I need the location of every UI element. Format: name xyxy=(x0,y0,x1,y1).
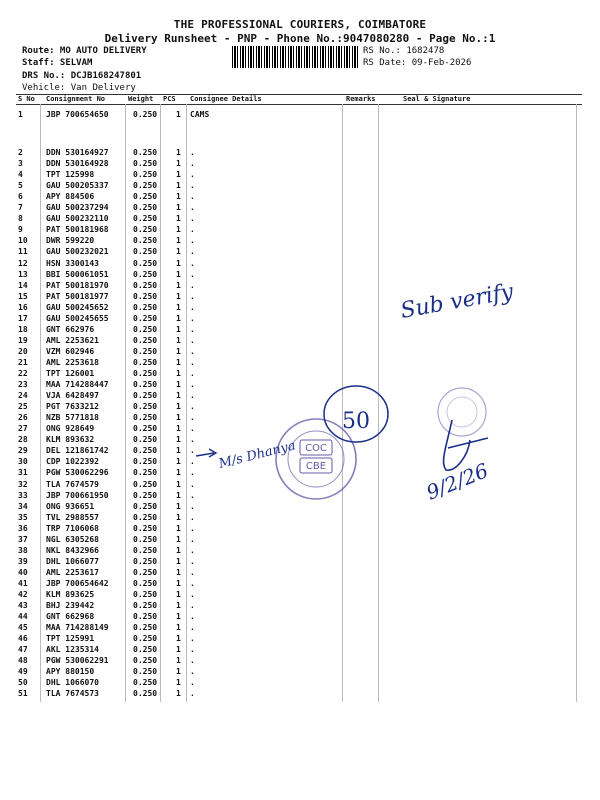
row-sno: 11 xyxy=(18,247,28,257)
row-sno: 49 xyxy=(18,667,28,677)
row-sno: 43 xyxy=(18,601,28,611)
row-weight: 0.250 xyxy=(133,291,158,301)
row-sno: 29 xyxy=(18,446,28,456)
row-pcs: 1 xyxy=(176,645,181,655)
row-consignment-no: GNT 662968 xyxy=(46,612,95,622)
row-pcs: 1 xyxy=(176,110,181,119)
row-weight: 0.250 xyxy=(133,402,158,412)
row-consignee: . xyxy=(190,612,195,622)
row-consignee: . xyxy=(190,501,195,511)
row-weight: 0.250 xyxy=(133,214,158,224)
row-weight: 0.250 xyxy=(133,225,158,235)
company-name: THE PROFESSIONAL COURIERS, COIMBATORE xyxy=(173,18,427,31)
row-sno: 1 xyxy=(18,110,23,119)
staff-label: Staff: SELVAM xyxy=(22,58,93,68)
row-weight: 0.250 xyxy=(133,335,158,345)
row-weight: 0.250 xyxy=(133,601,158,611)
row-pcs: 1 xyxy=(176,225,181,235)
row-consignee: . xyxy=(190,391,195,401)
row-consignment-no: AML 2253618 xyxy=(46,357,99,367)
row-consignee: . xyxy=(190,512,195,522)
row-pcs: 1 xyxy=(176,667,181,677)
row-weight: 0.250 xyxy=(133,357,158,367)
row-consignee: . xyxy=(190,181,195,191)
row-sno: 45 xyxy=(18,623,28,633)
row-consignee: . xyxy=(190,623,195,633)
row-consignment-no: GAU 500245655 xyxy=(46,313,109,323)
row-weight: 0.250 xyxy=(133,623,158,633)
row-consignment-no: APY 880150 xyxy=(46,667,95,677)
row-consignee: . xyxy=(190,247,195,257)
row-pcs: 1 xyxy=(176,490,181,500)
row-consignment-no: TLA 7674573 xyxy=(46,689,99,699)
row-consignee: . xyxy=(190,601,195,611)
row-weight: 0.250 xyxy=(133,523,158,533)
handwritten-count: 50 xyxy=(342,409,370,434)
row-consignment-no: DDN 530164927 xyxy=(46,148,109,157)
row-pcs: 1 xyxy=(176,324,181,334)
row-consignment-no: NGL 6305268 xyxy=(46,534,99,544)
row-consignee: . xyxy=(190,667,195,677)
row-weight: 0.250 xyxy=(133,380,158,390)
row-pcs: 1 xyxy=(176,435,181,445)
row-pcs: 1 xyxy=(176,523,181,533)
row-pcs: 1 xyxy=(176,313,181,323)
row-sno: 34 xyxy=(18,501,28,511)
row-consignee: . xyxy=(190,170,195,180)
row-weight: 0.250 xyxy=(133,612,158,622)
row-weight: 0.250 xyxy=(133,490,158,500)
row-consignee: . xyxy=(190,479,195,489)
row-consignee: . xyxy=(190,369,195,378)
row-consignee: . xyxy=(190,490,195,500)
row-pcs: 1 xyxy=(176,534,181,544)
row-consignee: . xyxy=(190,225,195,235)
row-weight: 0.250 xyxy=(133,534,158,544)
row-weight: 0.250 xyxy=(133,634,158,644)
row-weight: 0.250 xyxy=(133,159,158,169)
row-weight: 0.250 xyxy=(133,324,158,334)
row-weight: 0.250 xyxy=(133,110,158,119)
row-sno: 36 xyxy=(18,523,28,533)
row-weight: 0.250 xyxy=(133,578,158,588)
row-consignment-no: GNT 662976 xyxy=(46,324,95,334)
row-pcs: 1 xyxy=(176,269,181,279)
row-weight: 0.250 xyxy=(133,545,158,555)
row-sno: 40 xyxy=(18,567,28,577)
row-consignment-no: APY 884506 xyxy=(46,192,95,202)
row-consignee: . xyxy=(190,159,195,169)
row-pcs: 1 xyxy=(176,159,181,169)
col-consignment-header: Consignment No xyxy=(46,95,106,103)
row-consignee: . xyxy=(190,346,195,356)
row-sno: 2 xyxy=(18,148,23,157)
handwritten-sub-verify: Sub verify xyxy=(398,279,516,324)
row-consignee: . xyxy=(190,523,195,533)
row-sno: 30 xyxy=(18,457,28,467)
row-consignment-no: GAU 500232110 xyxy=(46,214,109,224)
row-consignment-no: AML 2253621 xyxy=(46,335,99,345)
row-sno: 8 xyxy=(18,214,23,224)
stamp-text-cbe: CBE xyxy=(305,461,327,472)
row-consignee: . xyxy=(190,148,195,157)
row-weight: 0.250 xyxy=(133,678,158,688)
row-weight: 0.250 xyxy=(133,148,158,157)
row-consignee: . xyxy=(190,534,195,544)
row-consignment-no: TPT 126001 xyxy=(46,369,95,378)
row-consignment-no: TLA 7674579 xyxy=(46,479,99,489)
row-pcs: 1 xyxy=(176,556,181,566)
row-consignee: . xyxy=(190,357,195,367)
row-consignment-no: JBP 700654642 xyxy=(46,578,109,588)
row-sno: 7 xyxy=(18,203,23,213)
row-sno: 16 xyxy=(18,302,28,312)
row-consignment-no: TPT 125998 xyxy=(46,170,95,180)
row-consignee: . xyxy=(190,567,195,577)
row-weight: 0.250 xyxy=(133,203,158,213)
signature-date: 9/2/26 xyxy=(422,458,492,505)
stamp-text-coc: COC xyxy=(305,443,327,454)
drs-number: DRS No.: DCJB168247801 xyxy=(22,71,142,81)
row-consignment-no: AML 2253617 xyxy=(46,567,99,577)
row-pcs: 1 xyxy=(176,578,181,588)
row-sno: 12 xyxy=(18,258,28,268)
row-sno: 28 xyxy=(18,435,28,445)
row-sno: 38 xyxy=(18,545,28,555)
row-pcs: 1 xyxy=(176,369,181,378)
rs-number: RS No.: 1682478 xyxy=(363,46,445,56)
row-consignee: . xyxy=(190,645,195,655)
row-sno: 39 xyxy=(18,556,28,566)
row-weight: 0.250 xyxy=(133,369,158,378)
row-consignee: . xyxy=(190,678,195,688)
row-weight: 0.250 xyxy=(133,413,158,423)
row-consignee: . xyxy=(190,258,195,268)
row-weight: 0.250 xyxy=(133,302,158,312)
row-consignee: . xyxy=(190,435,195,445)
row-pcs: 1 xyxy=(176,335,181,345)
row-weight: 0.250 xyxy=(133,446,158,456)
row-consignment-no: DHL 1066070 xyxy=(46,678,99,688)
row-pcs: 1 xyxy=(176,590,181,599)
row-consignment-no: AKL 1235314 xyxy=(46,645,99,655)
row-pcs: 1 xyxy=(176,203,181,213)
row-weight: 0.250 xyxy=(133,501,158,511)
row-consignment-no: JBP 700661950 xyxy=(46,490,109,500)
row-sno: 4 xyxy=(18,170,23,180)
row-weight: 0.250 xyxy=(133,645,158,655)
row-pcs: 1 xyxy=(176,689,181,699)
col-weight-header: Weight xyxy=(128,95,154,103)
row-pcs: 1 xyxy=(176,601,181,611)
row-consignment-no: GAU 500245652 xyxy=(46,302,109,312)
vehicle-label: Vehicle: Van Delivery xyxy=(22,83,136,93)
row-weight: 0.250 xyxy=(133,512,158,522)
runsheet-title: Delivery Runsheet - PNP - Phone No.:9047080280 - Page No.:1 xyxy=(104,32,496,45)
row-pcs: 1 xyxy=(176,214,181,224)
row-sno: 24 xyxy=(18,391,28,401)
row-consignee: . xyxy=(190,468,195,478)
row-consignment-no: DWR 599220 xyxy=(46,236,95,246)
row-consignee: . xyxy=(190,457,195,467)
row-pcs: 1 xyxy=(176,656,181,666)
row-sno: 13 xyxy=(18,269,28,279)
row-consignee: . xyxy=(190,590,195,599)
row-weight: 0.250 xyxy=(133,424,158,434)
row-consignee: . xyxy=(190,545,195,555)
row-weight: 0.250 xyxy=(133,236,158,246)
row-pcs: 1 xyxy=(176,236,181,246)
row-pcs: 1 xyxy=(176,446,181,456)
row-weight: 0.250 xyxy=(133,656,158,666)
row-sno: 20 xyxy=(18,346,28,356)
rs-date: RS Date: 09-Feb-2026 xyxy=(363,58,472,68)
row-consignee: . xyxy=(190,556,195,566)
row-weight: 0.250 xyxy=(133,567,158,577)
col-pcs-header: PCS xyxy=(163,95,176,103)
row-consignee: . xyxy=(190,413,195,423)
row-consignment-no: PAT 500181968 xyxy=(46,225,109,235)
col-seal-header: Seal & Signature xyxy=(403,95,471,103)
row-consignee: . xyxy=(190,689,195,699)
row-weight: 0.250 xyxy=(133,468,158,478)
row-consignment-no: KLM 893632 xyxy=(46,435,95,445)
row-weight: 0.250 xyxy=(133,192,158,202)
row-consignment-no: PGT 7633212 xyxy=(46,402,99,412)
row-consignment-no: NKL 8432966 xyxy=(46,545,99,555)
row-sno: 44 xyxy=(18,612,28,622)
row-weight: 0.250 xyxy=(133,269,158,279)
row-sno: 21 xyxy=(18,357,28,367)
row-consignment-no: VJA 6428497 xyxy=(46,391,99,401)
row-pcs: 1 xyxy=(176,192,181,202)
row-consignment-no: VZM 602946 xyxy=(46,346,95,356)
row-consignment-no: ONG 936651 xyxy=(46,501,95,511)
row-consignment-no: JBP 700654650 xyxy=(46,110,109,119)
row-sno: 31 xyxy=(18,468,28,478)
row-pcs: 1 xyxy=(176,512,181,522)
row-consignee: . xyxy=(190,192,195,202)
row-pcs: 1 xyxy=(176,357,181,367)
row-consignee: . xyxy=(190,335,195,345)
row-pcs: 1 xyxy=(176,181,181,191)
row-pcs: 1 xyxy=(176,413,181,423)
row-sno: 15 xyxy=(18,291,28,301)
row-pcs: 1 xyxy=(176,479,181,489)
row-pcs: 1 xyxy=(176,402,181,412)
row-weight: 0.250 xyxy=(133,667,158,677)
row-consignment-no: DEL 121861742 xyxy=(46,446,109,456)
row-consignee: . xyxy=(190,446,195,456)
row-consignment-no: HSN 3300143 xyxy=(46,258,99,268)
row-sno: 5 xyxy=(18,181,23,191)
row-consignee: . xyxy=(190,269,195,279)
row-consignee: . xyxy=(190,656,195,666)
row-weight: 0.250 xyxy=(133,479,158,489)
row-weight: 0.250 xyxy=(133,590,158,599)
row-sno: 26 xyxy=(18,413,28,423)
row-consignment-no: TRP 7106068 xyxy=(46,523,99,533)
row-pcs: 1 xyxy=(176,545,181,555)
row-consignment-no: PAT 500181977 xyxy=(46,291,109,301)
row-pcs: 1 xyxy=(176,346,181,356)
row-weight: 0.250 xyxy=(133,313,158,323)
row-consignee: . xyxy=(190,380,195,390)
arrow-mark xyxy=(196,449,216,457)
col-consignee-header: Consignee Details xyxy=(190,95,262,103)
row-consignment-no: CDP 1022392 xyxy=(46,457,99,467)
handwritten-remark: M/s Dhanya xyxy=(217,438,298,472)
row-sno: 19 xyxy=(18,335,28,345)
row-consignment-no: PGW 530062296 xyxy=(46,468,109,478)
row-sno: 33 xyxy=(18,490,28,500)
row-consignment-no: MAA 714288447 xyxy=(46,380,109,390)
row-weight: 0.250 xyxy=(133,170,158,180)
row-sno: 10 xyxy=(18,236,28,246)
row-consignment-no: PGW 530062291 xyxy=(46,656,109,666)
row-consignee: . xyxy=(190,214,195,224)
row-consignee: . xyxy=(190,291,195,301)
row-pcs: 1 xyxy=(176,170,181,180)
row-sno: 23 xyxy=(18,380,28,390)
row-weight: 0.250 xyxy=(133,689,158,699)
row-consignee: . xyxy=(190,402,195,412)
row-sno: 48 xyxy=(18,656,28,666)
row-consignment-no: BBI 500061051 xyxy=(46,269,109,279)
row-weight: 0.250 xyxy=(133,346,158,356)
row-weight: 0.250 xyxy=(133,258,158,268)
row-sno: 9 xyxy=(18,225,23,235)
row-pcs: 1 xyxy=(176,468,181,478)
row-consignment-no: GAU 500232021 xyxy=(46,247,109,257)
row-consignment-no: ONG 928649 xyxy=(46,424,95,434)
row-pcs: 1 xyxy=(176,634,181,644)
row-sno: 32 xyxy=(18,479,28,489)
row-consignment-no: KLM 893625 xyxy=(46,590,95,599)
row-pcs: 1 xyxy=(176,380,181,390)
row-sno: 25 xyxy=(18,402,28,412)
row-pcs: 1 xyxy=(176,291,181,301)
row-sno: 3 xyxy=(18,159,23,169)
row-consignee: . xyxy=(190,324,195,334)
row-pcs: 1 xyxy=(176,258,181,268)
row-sno: 51 xyxy=(18,689,28,699)
row-consignment-no: MAA 714288149 xyxy=(46,623,109,633)
row-pcs: 1 xyxy=(176,623,181,633)
row-pcs: 1 xyxy=(176,280,181,290)
row-sno: 17 xyxy=(18,313,28,323)
row-sno: 42 xyxy=(18,590,28,599)
row-weight: 0.250 xyxy=(133,280,158,290)
row-sno: 50 xyxy=(18,678,28,688)
row-sno: 41 xyxy=(18,578,28,588)
row-pcs: 1 xyxy=(176,501,181,511)
row-sno: 35 xyxy=(18,512,28,522)
row-consignee: . xyxy=(190,236,195,246)
col-remarks-header: Remarks xyxy=(346,95,376,103)
row-consignment-no: DHL 1066077 xyxy=(46,556,99,566)
row-consignment-no: GAU 500205337 xyxy=(46,181,109,191)
row-sno: 6 xyxy=(18,192,23,202)
row-consignee: . xyxy=(190,634,195,644)
row-weight: 0.250 xyxy=(133,247,158,257)
row-sno: 27 xyxy=(18,424,28,434)
row-sno: 37 xyxy=(18,534,28,544)
row-weight: 0.250 xyxy=(133,181,158,191)
row-pcs: 1 xyxy=(176,424,181,434)
row-pcs: 1 xyxy=(176,612,181,622)
row-weight: 0.250 xyxy=(133,435,158,445)
row-pcs: 1 xyxy=(176,247,181,257)
row-pcs: 1 xyxy=(176,302,181,312)
row-sno: 22 xyxy=(18,369,28,378)
col-sno-header: S No xyxy=(18,95,35,103)
row-consignee: . xyxy=(190,302,195,312)
row-weight: 0.250 xyxy=(133,391,158,401)
row-consignment-no: DDN 530164928 xyxy=(46,159,109,169)
row-consignee: CAMS xyxy=(190,110,210,119)
route-label: Route: MO AUTO DELIVERY xyxy=(22,46,147,56)
row-consignment-no: GAU 500237294 xyxy=(46,203,109,213)
row-weight: 0.250 xyxy=(133,556,158,566)
row-sno: 14 xyxy=(18,280,28,290)
row-pcs: 1 xyxy=(176,567,181,577)
row-consignee: . xyxy=(190,280,195,290)
row-consignment-no: TPT 125991 xyxy=(46,634,95,644)
stamp-faint xyxy=(438,388,486,436)
row-consignee: . xyxy=(190,203,195,213)
row-pcs: 1 xyxy=(176,391,181,401)
row-sno: 47 xyxy=(18,645,28,655)
row-consignee: . xyxy=(190,424,195,434)
row-pcs: 1 xyxy=(176,678,181,688)
row-consignment-no: BHJ 239442 xyxy=(46,601,95,611)
row-consignment-no: PAT 500181970 xyxy=(46,280,109,290)
row-consignee: . xyxy=(190,578,195,588)
row-pcs: 1 xyxy=(176,457,181,467)
row-weight: 0.250 xyxy=(133,457,158,467)
row-consignment-no: TVL 2988557 xyxy=(46,512,99,522)
row-sno: 46 xyxy=(18,634,28,644)
row-consignee: . xyxy=(190,313,195,323)
row-pcs: 1 xyxy=(176,148,181,157)
row-consignment-no: NZB 5771818 xyxy=(46,413,99,423)
row-sno: 18 xyxy=(18,324,28,334)
